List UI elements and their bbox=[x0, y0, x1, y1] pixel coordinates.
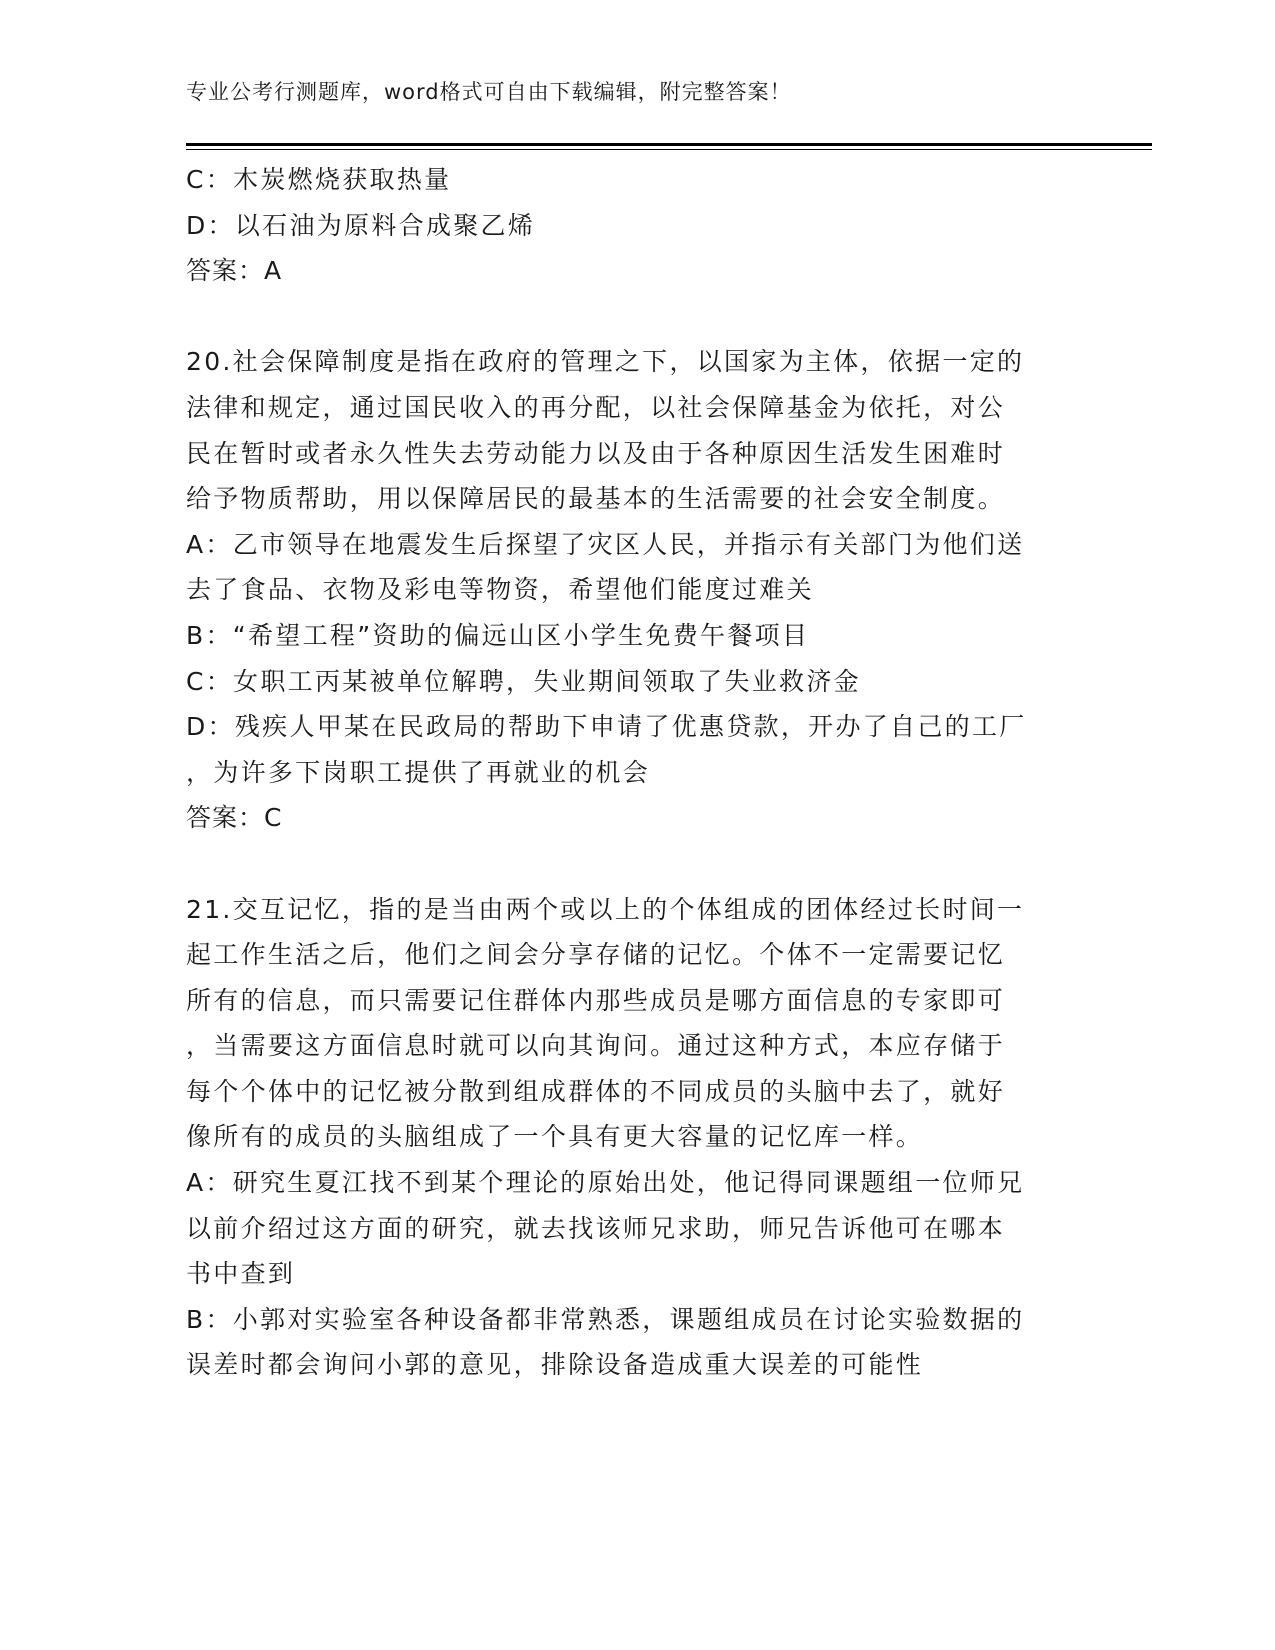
q21-stem-line: 每个个体中的记忆被分散到组成群体的不同成员的头脑中去了，就好 bbox=[186, 1076, 1006, 1106]
q20-option-a: A：乙市领导在地震发生后探望了灾区人民，并指示有关部门为他们送 bbox=[186, 529, 1025, 559]
spacer bbox=[186, 841, 1086, 887]
q21-option-b-cont: 误差时都会询问小郭的意见，排除设备造成重大误差的可能性 bbox=[186, 1350, 924, 1380]
header-rule-thick bbox=[186, 143, 1152, 146]
q21-option-b: B：小郭对实验室各种设备都非常熟悉，课题组成员在讨论实验数据的 bbox=[186, 1304, 1025, 1334]
q21-stem-line: 21.交互记忆，指的是当由两个或以上的个体组成的团体经过长时间一 bbox=[186, 894, 1025, 924]
q21-option-a: A：研究生夏江找不到某个理论的原始出处，他记得同课题组一位师兄 bbox=[186, 1168, 1025, 1198]
q21-stem-line: ，当需要这方面信息时就可以向其询问。通过这种方式，本应存储于 bbox=[186, 1031, 1006, 1061]
page-header: 专业公考行测题库，word格式可自由下载编辑，附完整答案！ bbox=[186, 80, 792, 104]
q21-stem-line: 所有的信息，而只需要记住群体内那些成员是哪方面信息的专家即可 bbox=[186, 985, 1006, 1015]
q20-option-d-cont: ，为许多下岗职工提供了再就业的机会 bbox=[186, 757, 651, 787]
q20-option-c: C：女职工丙某被单位解聘，失业期间领取了失业救济金 bbox=[186, 666, 861, 696]
q21-stem-line: 像所有的成员的头脑组成了一个具有更大容量的记忆库一样。 bbox=[186, 1122, 924, 1152]
q20-stem-line: 20.社会保障制度是指在政府的管理之下，以国家为主体，依据一定的 bbox=[186, 347, 1025, 377]
q21-option-a-cont: 以前介绍过这方面的研究，就去找该师兄求助，师兄告诉他可在哪本 bbox=[186, 1213, 1006, 1243]
q20-option-a-cont: 去了食品、衣物及彩电等物资，希望他们能度过难关 bbox=[186, 575, 814, 605]
q21-stem-line: 起工作生活之后，他们之间会分享存储的记忆。个体不一定需要记忆 bbox=[186, 940, 1006, 970]
q19-option-d: D：以石油为原料合成聚乙烯 bbox=[186, 210, 536, 240]
q21-option-a-cont: 书中查到 bbox=[186, 1259, 296, 1289]
q19-option-c: C：木炭燃烧获取热量 bbox=[186, 165, 452, 194]
q20-option-b: B：“希望工程”资助的偏远山区小学生免费午餐项目 bbox=[186, 620, 810, 650]
q20-answer: 答案：C bbox=[186, 803, 283, 833]
q20-stem-line: 民在暂时或者永久性失去劳动能力以及由于各种原因生活发生困难时 bbox=[186, 438, 1006, 468]
q20-stem-line: 法律和规定，通过国民收入的再分配，以社会保障基金为依托，对公 bbox=[186, 392, 1006, 422]
q20-option-d: D：残疾人甲某在民政局的帮助下申请了优惠贷款，开办了自己的工厂 bbox=[186, 712, 1027, 742]
q19-answer: 答案：A bbox=[186, 256, 283, 286]
document-body bbox=[186, 157, 1086, 1388]
header-rule-thin bbox=[186, 149, 1152, 150]
spacer bbox=[186, 294, 1086, 340]
q20-stem-line: 给予物质帮助，用以保障居民的最基本的生活需要的社会安全制度。 bbox=[186, 484, 1006, 514]
